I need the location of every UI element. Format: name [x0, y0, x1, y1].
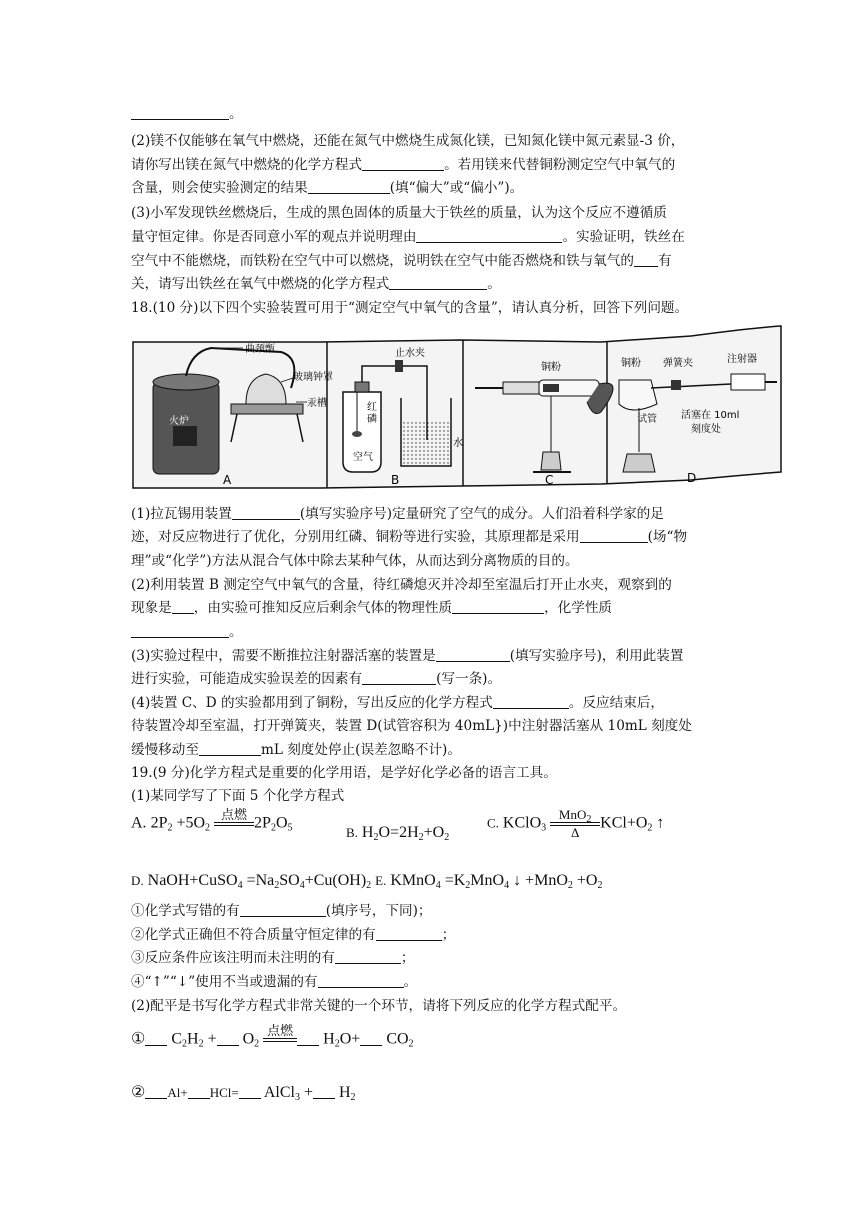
q19-title: 19.(9 分)化学方程式是重要的化学用语，是学好化学必备的语言工具。 — [131, 765, 557, 781]
answer-line-q17-1: 。 — [131, 104, 243, 124]
label-a-mercury-trough: 汞槽 — [307, 398, 327, 409]
equation-a: A. $2P_2 +5O_2$ 点燃 $2P_2O_5$ — [131, 807, 293, 834]
q19-1-item4: ④“↑”“↓”使用不当或遗漏的有 。 — [131, 974, 418, 990]
label-a-retort: 曲颈甑 — [245, 344, 275, 355]
label-d-scale: 刻度处 — [691, 424, 721, 435]
q18-1-line2: 迹，对反应物进行了优化，分别用红磷、铜粉等进行实验，其原理都是采用 (场“物 — [131, 529, 688, 545]
q19-1-item2: ②化学式正确但不符合质量守恒定律的有 ； — [131, 927, 456, 943]
label-b-phosphorus: 磷 — [367, 414, 377, 425]
q18-4-line3: 缓慢移动至 mL 刻度处停止(误差忽略不计)。 — [131, 742, 461, 758]
label-d-syringe: 注射器 — [727, 354, 757, 365]
q18-title: 18.(10 分)以下四个实验装置可用于“测定空气中氧气的含量”，请认真分析，回答下列问题。 — [131, 300, 689, 316]
q18-2-line2: 现象是 ，由实验可推知反应后剩余气体的物理性质 ，化学性质 — [131, 600, 613, 616]
condition-catalyst: MnO — [558, 807, 587, 822]
label-b-water: 水 — [453, 438, 463, 449]
q18-1-line3: 理”或“化学”)方法从混合气体中除去某种气体，从而达到分离物质的目的。 — [131, 553, 579, 569]
q17-3-line3: 空气中不能燃烧，而铁粉在空气中可以燃烧，说明铁在空气中能否燃烧和铁与氧气的 有 — [131, 253, 672, 269]
condition-heat: Δ — [570, 825, 580, 840]
balance-equation-1: ① $C_2H_2 + O_2$ 点燃 $H_2O+ CO_2$ — [131, 1023, 414, 1050]
caption-c: C — [545, 473, 554, 487]
caption-d: D — [687, 471, 697, 485]
label-b-air: 空气 — [353, 452, 373, 463]
label-d-test-tube: 试管 — [637, 414, 657, 425]
label-a-furnace: 火炉 — [169, 416, 189, 427]
label-b-clamp: 止水夹 — [395, 348, 425, 359]
label-d-piston: 活塞在 10ml — [681, 410, 740, 421]
q17-2-line1: (2)镁不仅能够在氧气中燃烧，还能在氮气中燃烧生成氮化镁，已知氮化镁中氮元素显-3 价， — [131, 133, 685, 149]
q18-4-line1: (4)装置 C、D 的实验都用到了铜粉，写出反应的化学方程式 。反应结束后， — [131, 695, 665, 711]
label-d-copper: 铜粉 — [621, 358, 641, 369]
label-c-copper: 铜粉 — [541, 362, 561, 373]
q17-3-line2: 量守恒定律。你是否同意小军的观点并说明理由 。实验证明，铁丝在 — [131, 229, 685, 245]
caption-a: A — [223, 473, 232, 487]
q18-3-line2: 进行实验，可能造成实验误差的因素有 (写一条)。 — [131, 671, 502, 687]
q18-3-line1: (3)实验过程中，需要不断推拉注射器活塞的装置是 (填写实验序号)，利用此装置 — [131, 648, 684, 664]
q17-3-line4: 关，请写出铁丝在氧气中燃烧的化学方程式 。 — [131, 276, 501, 292]
equation-d-e: D. NaOH+CuSO$_4$ $=Na_2SO_4+Cu(OH)_2$ E. KMnO$_4$ $=K_2MnO_4$ ↓ $+MnO_2 +O_2$ — [131, 872, 603, 891]
q18-2-line3: 。 — [131, 622, 243, 642]
q19-1-item1: ①化学式写错的有 (填序号，下同)； — [131, 903, 432, 919]
label-d-spring-clamp: 弹簧夹 — [663, 358, 693, 369]
label-b-red: 红 — [367, 402, 377, 413]
q19-2-intro: (2)配平是书写化学方程式非常关键的一个环节，请将下列反应的化学方程式配平。 — [131, 998, 627, 1014]
q19-1-item3: ③反应条件应该注明而未注明的有 ； — [131, 950, 415, 966]
caption-b: B — [391, 473, 400, 487]
q18-1-line1: (1)拉瓦锡用装置 (填写实验序号)定量研究了空气的成分。人们沿着科学家的足 — [131, 506, 664, 522]
q17-2-line3: 含量，则会使实验测定的结果 (填“偏大”或“偏小”)。 — [131, 180, 524, 196]
q17-2-line2: 请你写出镁在氮气中燃烧的化学方程式 。若用镁来代替铜粉测定空气中氧气的 — [131, 157, 676, 173]
q17-3-line1: (3)小军发现铁丝燃烧后，生成的黑色固体的质量大于铁丝的质量，认为这个反应不遵循质 — [131, 205, 667, 221]
equation-b: B. $H_2O=2H_2+O_2$ — [346, 824, 450, 843]
apparatus-figure — [131, 322, 783, 492]
q19-1-intro: (1)某同学写了下面 5 个化学方程式 — [131, 788, 345, 804]
equation-c: C. KClO$_3$ MnO$_2$ Δ $KCl+O_2$ ↑ — [487, 807, 665, 840]
condition-ignite: 点燃 — [221, 807, 248, 822]
balance-equation-2: ② Al+ HCl= AlCl$_3$ + $H_2$ — [131, 1084, 356, 1103]
q18-4-line2: 待装置冷却至室温，打开弹簧夹，装置 D(试管容积为 40mL})中注射器活塞从 10mL 刻度处 — [131, 718, 692, 734]
q18-2-line1: (2)利用装置 B 测定空气中氧气的含量，待红磷熄灭并冷却至室温后打开止水夹，观察到的 — [131, 577, 672, 593]
label-a-bell-jar: 玻璃钟罩 — [293, 372, 333, 383]
